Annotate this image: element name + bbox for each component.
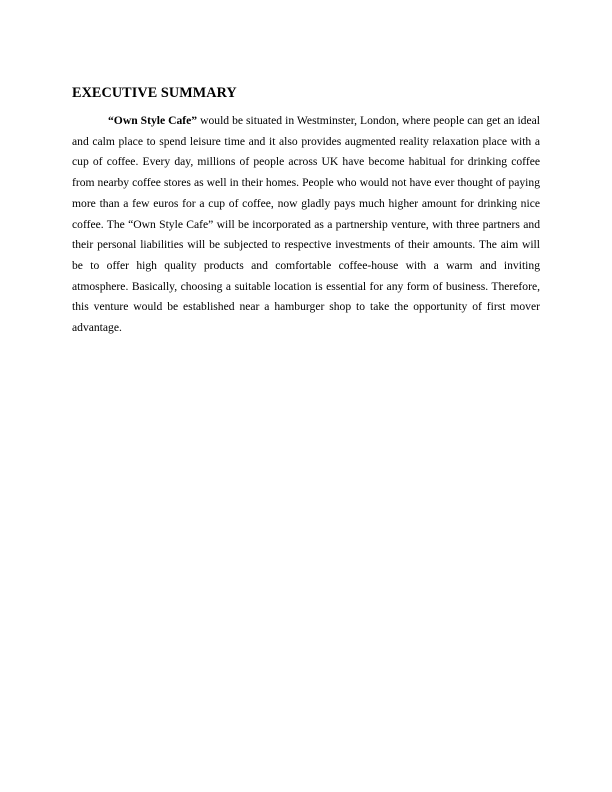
- summary-paragraph: [72, 111, 540, 339]
- paragraph-body-text: would be situated in Westminster, London, where people can get an ideal and calm place to spend leisure time and it also provides augmented reality relaxation place with a cup of coffee. Every day, millions of people across UK have become habitual for drinking coffee from nearby coffee stores as well in their homes. People who would not have ever thought of paying more than a few euros for a cup of coffee, now gladly pays much higher amount for drinking nice coffee. The “Own Style Cafe” will be incorporated as a partnership venture, with three partners and their personal liabilities will be subjected to respective investments of their amounts. The aim will be to offer high quality products and comfortable coffee-house with a warm and inviting atmosphere. Basically, choosing a suitable location is essential for any form of business. Therefore, this venture would be established near a hamburger shop to take the opportunity of first mover advantage.: [72, 114, 540, 335]
- paragraph-lead-cafe-name: “Own Style Cafe”: [108, 114, 198, 127]
- section-heading: EXECUTIVE SUMMARY: [72, 85, 237, 101]
- executive-summary-section: [72, 84, 540, 339]
